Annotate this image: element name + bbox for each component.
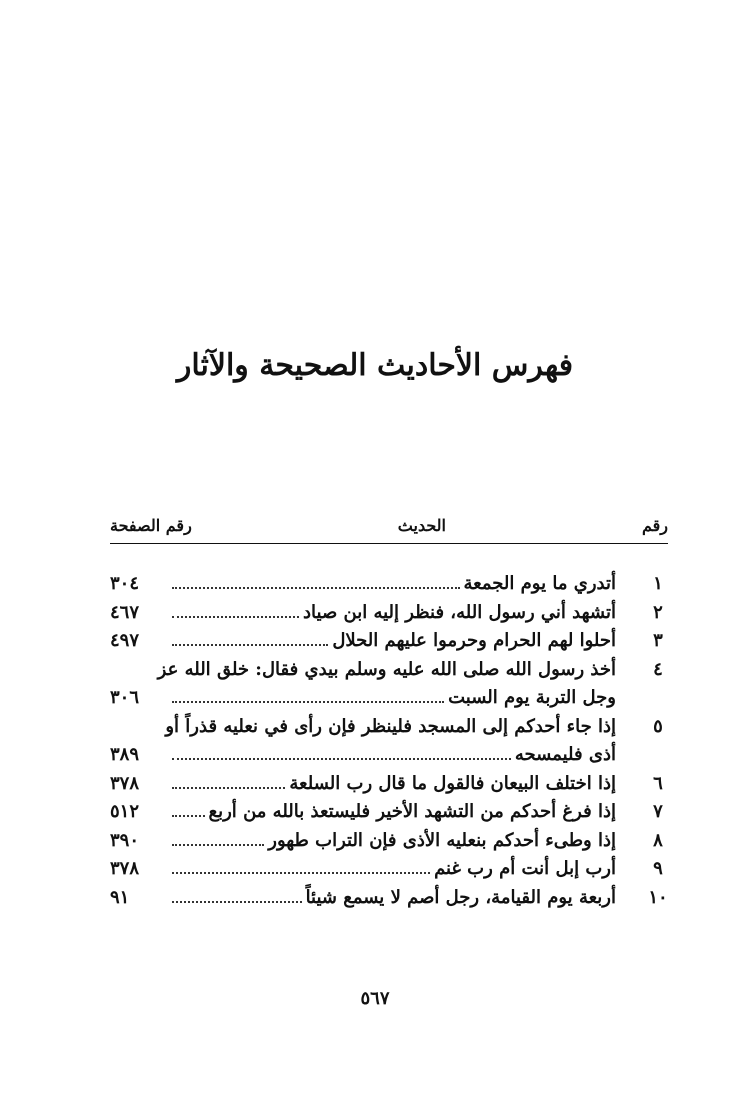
entry-number: ٥ — [653, 715, 663, 737]
index-entry — [110, 570, 668, 599]
entry-text: أرب إبل أنت أم رب غنم — [434, 858, 616, 879]
entry-text: أخذ رسول الله صلى الله عليه وسلم بيدي فقال: خلق الله عز — [157, 658, 616, 680]
index-entry — [110, 770, 668, 799]
entry-page: ٣٠٦ — [110, 687, 140, 708]
entry-text-continued: أذى فليمسحه — [514, 744, 616, 765]
dot-leader — [172, 616, 299, 618]
entry-number: ٩ — [653, 858, 663, 879]
entry-page: ٣٠٤ — [110, 573, 140, 594]
dot-leader — [172, 901, 302, 903]
entry-number: ٧ — [653, 801, 663, 822]
entry-text: إذا فرغ أحدكم من التشهد الأخير فليستعذ بالله من أربع — [208, 801, 616, 822]
entry-text: أتشهد أني رسول الله، فنظر إليه ابن صياد — [303, 601, 616, 623]
entry-page: ٣٩٠ — [110, 829, 140, 851]
dot-leader — [172, 644, 328, 646]
page-number: ٥٦٧ — [360, 988, 390, 1009]
entry-number: ٢ — [653, 601, 663, 623]
entry-page: ٣٧٨ — [110, 858, 140, 879]
index-entry — [110, 884, 668, 913]
entry-page: ٣٧٨ — [110, 772, 140, 794]
header-number: رقم — [641, 516, 668, 535]
entry-text: إذا جاء أحدكم إلى المسجد فلينظر فإن رأى في نعليه قذراً أو — [165, 715, 616, 737]
dot-leader — [172, 787, 285, 789]
index-entry — [110, 827, 668, 856]
entry-text: أتدري ما يوم الجمعة — [463, 573, 616, 594]
entry-page: ٤٦٧ — [110, 601, 140, 623]
entry-page: ٤٩٧ — [110, 630, 140, 651]
entry-number: ٦ — [653, 772, 663, 794]
hadith-index-list — [110, 570, 668, 912]
entry-text: إذا وطىء أحدكم بنعليه الأذى فإن التراب طهور — [268, 829, 616, 851]
dot-leader — [172, 872, 430, 874]
index-entry — [110, 599, 668, 628]
dot-leader — [172, 815, 205, 817]
header-page-number: رقم الصفحة — [110, 516, 192, 535]
entry-number: ٤ — [653, 658, 663, 680]
dot-leader — [172, 844, 264, 846]
index-entry — [110, 713, 668, 770]
page-title: فهرس الأحاديث الصحيحة والآثار — [176, 348, 574, 383]
entry-text: أربعة يوم القيامة، رجل أصم لا يسمع شيئاً — [305, 886, 616, 908]
entry-page: ٣٨٩ — [110, 744, 140, 765]
entry-text: أحلوا لهم الحرام وحرموا عليهم الحلال — [332, 630, 616, 651]
dot-leader — [172, 758, 511, 760]
entry-page: ٥١٢ — [110, 801, 140, 822]
entry-number: ٨ — [653, 829, 663, 851]
entry-number: ١ — [653, 573, 663, 594]
dot-leader — [172, 701, 444, 703]
index-entry — [110, 656, 668, 713]
header-hadith: الحديث — [397, 516, 446, 535]
dot-leader — [172, 587, 460, 589]
header-divider — [110, 543, 668, 544]
index-entry — [110, 798, 668, 827]
entry-number: ٣ — [653, 630, 663, 651]
entry-text: إذا اختلف البيعان فالقول ما قال رب السلعة — [289, 772, 616, 794]
entry-page: ٩١ — [110, 886, 130, 908]
index-header — [110, 512, 668, 542]
entry-number: ١٠ — [648, 886, 668, 908]
index-entry — [110, 627, 668, 656]
index-entry — [110, 855, 668, 884]
entry-text-continued: وجل التربة يوم السبت — [448, 687, 616, 708]
